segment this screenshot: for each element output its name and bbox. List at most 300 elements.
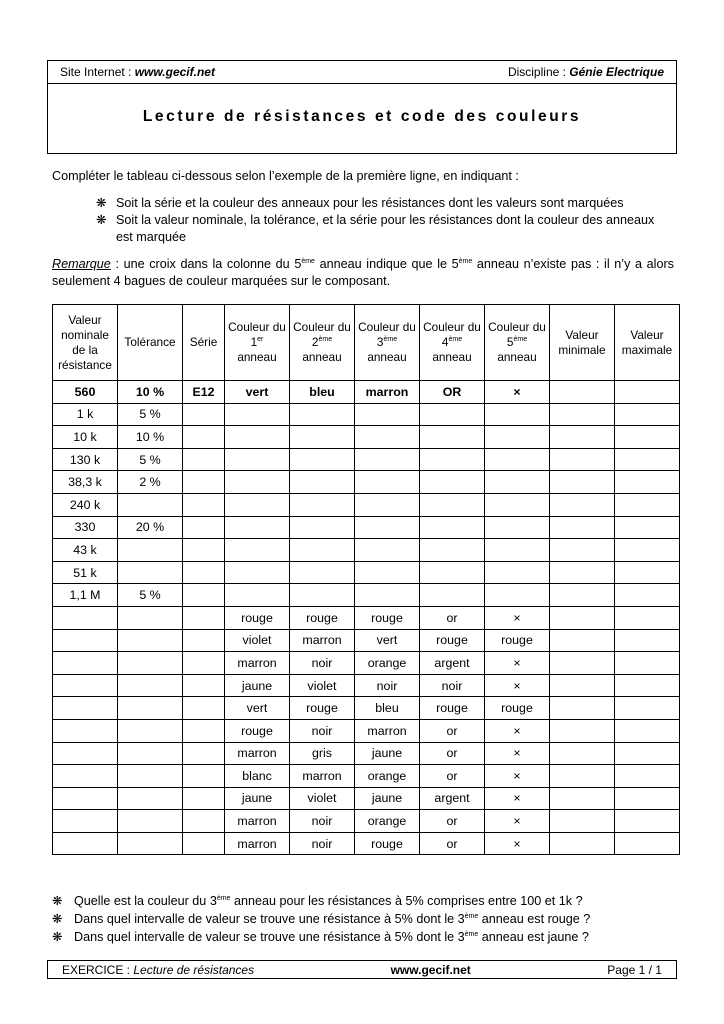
- table-cell: [550, 787, 615, 810]
- bullet-star-icon: ❋: [96, 196, 107, 210]
- cell-value: 240 k: [69, 497, 101, 512]
- question-item: [52, 928, 692, 946]
- table-cell: 2 %: [118, 471, 183, 494]
- table-cell: jaune: [225, 787, 290, 810]
- table-cell: [615, 697, 680, 720]
- table-cell: [118, 765, 183, 788]
- table-cell: rouge: [485, 629, 550, 652]
- table-cell: noir: [290, 810, 355, 833]
- table-cell: [615, 381, 680, 404]
- table-cell: [290, 584, 355, 607]
- table-cell: ×: [485, 674, 550, 697]
- table-cell: [420, 539, 485, 562]
- table-cell: [225, 426, 290, 449]
- table-cell: [615, 719, 680, 742]
- table-cell: [183, 832, 225, 855]
- table-cell: [550, 426, 615, 449]
- exercise-info: [62, 963, 254, 977]
- table-cell: [53, 810, 118, 833]
- table-row: [53, 516, 680, 539]
- table-row: [53, 448, 680, 471]
- table-cell: [183, 810, 225, 833]
- table-cell: [485, 426, 550, 449]
- table-cell: [53, 832, 118, 855]
- table-cell: marron: [225, 810, 290, 833]
- column-header: Couleur du 2ème anneau: [290, 305, 355, 381]
- discipline-name: Génie Electrique: [569, 65, 664, 79]
- table-cell: or: [420, 719, 485, 742]
- table-cell: [615, 426, 680, 449]
- table-cell: [615, 652, 680, 675]
- table-cell: blanc: [225, 765, 290, 788]
- table-cell: 20 %: [118, 516, 183, 539]
- exercise-name: Lecture de résistances: [133, 962, 255, 977]
- table-cell: [615, 765, 680, 788]
- question-list: [52, 892, 692, 946]
- table-cell: [183, 448, 225, 471]
- table-cell: [355, 426, 420, 449]
- table-cell: ×: [485, 381, 550, 404]
- table-row: [53, 697, 680, 720]
- table-cell: [550, 719, 615, 742]
- instruction-item: [96, 212, 674, 246]
- table-row: [53, 832, 680, 855]
- table-cell: [118, 697, 183, 720]
- table-cell: [615, 448, 680, 471]
- table-cell: [118, 629, 183, 652]
- header-sup: ème: [383, 336, 398, 344]
- table-cell: [118, 652, 183, 675]
- table-cell: marron: [355, 719, 420, 742]
- table-cell: [290, 471, 355, 494]
- table-cell: [53, 493, 118, 516]
- table-cell: [118, 719, 183, 742]
- table-cell: vert: [355, 629, 420, 652]
- table-cell: or: [420, 765, 485, 788]
- table-cell: or: [420, 832, 485, 855]
- exercise-label: EXERCICE :: [62, 962, 134, 977]
- table-cell: [550, 584, 615, 607]
- table-cell: [183, 403, 225, 426]
- table-cell: argent: [420, 787, 485, 810]
- table-cell: [355, 493, 420, 516]
- table-row: [53, 810, 680, 833]
- table-cell: [53, 448, 118, 471]
- column-header: Tolérance: [118, 305, 183, 381]
- table-cell: orange: [355, 652, 420, 675]
- table-cell: [615, 832, 680, 855]
- cell-value: 38,3 k: [68, 475, 102, 490]
- table-cell: [225, 471, 290, 494]
- table-cell: rouge: [420, 697, 485, 720]
- table-cell: [355, 448, 420, 471]
- table-cell: ×: [485, 810, 550, 833]
- table-cell: [420, 426, 485, 449]
- table-row: [53, 674, 680, 697]
- bullet-star-icon: ❋: [96, 213, 107, 227]
- table-cell: [53, 403, 118, 426]
- table-cell: [183, 493, 225, 516]
- footer-url: www.gecif.net: [390, 962, 471, 977]
- header-sup: ème: [513, 336, 528, 344]
- intro-text: Compléter le tableau ci-dessous selon l’exemple de la première ligne, en indiquant :: [52, 169, 519, 183]
- table-cell: [183, 629, 225, 652]
- table-cell: [118, 787, 183, 810]
- table-row: [53, 629, 680, 652]
- table-row: [53, 426, 680, 449]
- table-cell: [53, 697, 118, 720]
- table-cell: [550, 403, 615, 426]
- table-cell: [485, 516, 550, 539]
- table-cell: gris: [290, 742, 355, 765]
- table-row: [53, 561, 680, 584]
- page-header: [47, 60, 677, 154]
- table-cell: [355, 471, 420, 494]
- table-cell: [355, 403, 420, 426]
- table-cell: marron: [290, 765, 355, 788]
- instruction-text: Soit la valeur nominale, la tolérance, et la série pour les résistances dont la couleur des anneaux est marquée: [116, 213, 655, 244]
- table-cell: bleu: [290, 381, 355, 404]
- table-cell: [290, 516, 355, 539]
- cell-value: 560: [74, 384, 96, 399]
- question-item: [52, 892, 692, 910]
- table-cell: [615, 471, 680, 494]
- table-cell: [183, 471, 225, 494]
- table-cell: [225, 448, 290, 471]
- table-cell: rouge: [420, 629, 485, 652]
- table-cell: [615, 629, 680, 652]
- table-cell: ×: [485, 606, 550, 629]
- remark-paragraph: [52, 256, 674, 290]
- table-cell: [615, 742, 680, 765]
- table-cell: [53, 652, 118, 675]
- table-cell: [355, 516, 420, 539]
- remark-sup: ème: [458, 257, 473, 265]
- table-cell: [420, 561, 485, 584]
- table-row: [53, 471, 680, 494]
- table-row: [53, 403, 680, 426]
- table-cell: [53, 606, 118, 629]
- site-info: [60, 65, 215, 79]
- discipline-info: [508, 65, 664, 79]
- table-cell: marron: [225, 832, 290, 855]
- cell-value: 10 k: [73, 429, 97, 444]
- table-cell: ×: [485, 765, 550, 788]
- table-cell: rouge: [355, 832, 420, 855]
- table-cell: [615, 403, 680, 426]
- table-cell: [53, 742, 118, 765]
- cell-value: 1 k: [76, 407, 94, 422]
- table-row: [53, 584, 680, 607]
- question-item: [52, 910, 692, 928]
- table-cell: [615, 584, 680, 607]
- column-header: Couleur du 5ème anneau: [485, 305, 550, 381]
- table-cell: marron: [355, 381, 420, 404]
- table-cell: [118, 493, 183, 516]
- table-cell: jaune: [355, 742, 420, 765]
- table-cell: [615, 787, 680, 810]
- table-cell: OR: [420, 381, 485, 404]
- table-cell: [420, 584, 485, 607]
- table-cell: [550, 606, 615, 629]
- table-cell: [485, 539, 550, 562]
- cell-value: 43 k: [73, 542, 97, 557]
- table-cell: vert: [225, 697, 290, 720]
- table-cell: [183, 742, 225, 765]
- table-body: [53, 381, 680, 855]
- table-cell: rouge: [225, 606, 290, 629]
- table-cell: [485, 561, 550, 584]
- table-cell: ×: [485, 652, 550, 675]
- page-number: Page 1 / 1: [607, 962, 662, 977]
- table-cell: noir: [355, 674, 420, 697]
- table-cell: [485, 584, 550, 607]
- table-cell: orange: [355, 810, 420, 833]
- discipline-label: Discipline :: [507, 65, 570, 79]
- resistance-table: [52, 304, 680, 855]
- table-cell: noir: [290, 719, 355, 742]
- table-cell: jaune: [225, 674, 290, 697]
- question-text: Quelle est la couleur du 3ème anneau pour les résistances à 5% comprises entre 100 et 1k ?: [74, 894, 583, 908]
- table-cell: [615, 516, 680, 539]
- table-cell: [420, 403, 485, 426]
- table-row: [53, 742, 680, 765]
- header-info-bar: [48, 61, 676, 84]
- cell-value: 130 k: [69, 452, 101, 467]
- table-cell: [183, 787, 225, 810]
- table-cell: [183, 697, 225, 720]
- table-cell: [290, 426, 355, 449]
- table-cell: [550, 674, 615, 697]
- table-cell: E12: [183, 381, 225, 404]
- table-cell: [485, 493, 550, 516]
- table-cell: ×: [485, 742, 550, 765]
- table-cell: rouge: [225, 719, 290, 742]
- table-cell: [550, 742, 615, 765]
- table-cell: [550, 539, 615, 562]
- table-cell: [225, 493, 290, 516]
- remark-text: anneau indique que le 5: [314, 257, 459, 271]
- header-sup: er: [257, 336, 264, 344]
- table-cell: [53, 381, 118, 404]
- table-cell: rouge: [485, 697, 550, 720]
- table-cell: [225, 584, 290, 607]
- table-cell: [225, 561, 290, 584]
- remark-text: anneau n’existe pas : il n’y a alors seulement 4 bagues de couleur marquées sur le composant.: [52, 257, 674, 288]
- cell-value: 1,1 M: [69, 588, 101, 603]
- table-cell: [550, 652, 615, 675]
- table-cell: jaune: [355, 787, 420, 810]
- table-cell: 10 %: [118, 426, 183, 449]
- bullet-star-icon: ❋: [52, 894, 63, 908]
- table-cell: [420, 516, 485, 539]
- table-row: [53, 719, 680, 742]
- table-cell: [118, 742, 183, 765]
- site-label: Site Internet :: [60, 65, 135, 79]
- table-cell: [550, 765, 615, 788]
- table-cell: or: [420, 742, 485, 765]
- table-cell: [550, 448, 615, 471]
- table-cell: [53, 719, 118, 742]
- table-cell: violet: [290, 787, 355, 810]
- table-cell: marron: [225, 742, 290, 765]
- table-cell: [53, 539, 118, 562]
- question-sup: ème: [464, 930, 479, 938]
- header-sup: ème: [318, 336, 333, 344]
- table-cell: [118, 606, 183, 629]
- column-header: Valeur minimale: [550, 305, 615, 381]
- table-cell: [550, 810, 615, 833]
- table-row: [53, 787, 680, 810]
- table-cell: 5 %: [118, 584, 183, 607]
- table-cell: [615, 674, 680, 697]
- table-cell: [183, 765, 225, 788]
- question-text: Dans quel intervalle de valeur se trouve une résistance à 5% dont le 3ème anneau est rouge ?: [74, 912, 591, 926]
- table-cell: [118, 539, 183, 562]
- table-cell: 10 %: [118, 381, 183, 404]
- table-cell: [53, 561, 118, 584]
- instruction-item: [96, 195, 674, 212]
- table-cell: [53, 471, 118, 494]
- page-title: Lecture de résistances et code des couleurs: [142, 108, 582, 125]
- table-cell: [355, 539, 420, 562]
- table-header-row: [53, 305, 680, 381]
- table-cell: [183, 561, 225, 584]
- table-row: [53, 765, 680, 788]
- table-cell: [183, 539, 225, 562]
- cell-value: 51 k: [73, 565, 97, 580]
- column-header: Couleur du 3ème anneau: [355, 305, 420, 381]
- table-cell: orange: [355, 765, 420, 788]
- table-cell: 5 %: [118, 403, 183, 426]
- table-cell: [183, 426, 225, 449]
- bullet-star-icon: ❋: [52, 930, 63, 944]
- table-cell: [355, 584, 420, 607]
- table-cell: [118, 832, 183, 855]
- table-cell: [485, 448, 550, 471]
- instruction-list: [96, 195, 674, 246]
- column-header: Couleur du 4ème anneau: [420, 305, 485, 381]
- table-cell: rouge: [355, 606, 420, 629]
- table-cell: [550, 471, 615, 494]
- table-cell: [183, 719, 225, 742]
- table-cell: marron: [290, 629, 355, 652]
- table-cell: [290, 448, 355, 471]
- table-row: [53, 652, 680, 675]
- table-cell: noir: [290, 832, 355, 855]
- question-text: Dans quel intervalle de valeur se trouve une résistance à 5% dont le 3ème anneau est jaune ?: [74, 930, 589, 944]
- table-cell: [615, 810, 680, 833]
- table-cell: [225, 516, 290, 539]
- table-cell: [53, 765, 118, 788]
- table-cell: [550, 493, 615, 516]
- table-cell: [420, 493, 485, 516]
- table-cell: or: [420, 606, 485, 629]
- table-cell: [53, 629, 118, 652]
- question-sup: ème: [464, 912, 479, 920]
- table-cell: [53, 426, 118, 449]
- table-cell: ×: [485, 787, 550, 810]
- table-cell: [183, 652, 225, 675]
- table-cell: [615, 561, 680, 584]
- table-cell: [290, 493, 355, 516]
- table-cell: [53, 787, 118, 810]
- table-cell: [485, 471, 550, 494]
- table-cell: [118, 561, 183, 584]
- table-cell: or: [420, 810, 485, 833]
- table-cell: [615, 539, 680, 562]
- table-row: [53, 493, 680, 516]
- remark-text: : une croix dans la colonne du 5: [110, 257, 302, 271]
- table-cell: [183, 516, 225, 539]
- table-cell: [290, 561, 355, 584]
- column-header: Couleur du 1er anneau: [225, 305, 290, 381]
- table-cell: [290, 403, 355, 426]
- table-cell: [53, 674, 118, 697]
- table-row: [53, 539, 680, 562]
- site-url: www.gecif.net: [134, 65, 215, 79]
- table-cell: 5 %: [118, 448, 183, 471]
- table-cell: [183, 584, 225, 607]
- table-cell: [550, 697, 615, 720]
- table-cell: vert: [225, 381, 290, 404]
- table-cell: [615, 606, 680, 629]
- table-cell: [615, 493, 680, 516]
- table-cell: [118, 674, 183, 697]
- table-cell: [118, 810, 183, 833]
- table-cell: [420, 448, 485, 471]
- bullet-star-icon: ❋: [52, 912, 63, 926]
- table-cell: [225, 539, 290, 562]
- table-cell: [550, 629, 615, 652]
- page-footer: [47, 960, 677, 979]
- table-cell: bleu: [355, 697, 420, 720]
- table-cell: noir: [420, 674, 485, 697]
- instruction-text: Soit la série et la couleur des anneaux pour les résistances dont les valeurs sont marquées: [116, 196, 624, 210]
- table-cell: [53, 516, 118, 539]
- table-cell: [550, 381, 615, 404]
- cell-value: 330: [74, 520, 96, 535]
- question-sup: ème: [216, 894, 231, 902]
- table-cell: [355, 561, 420, 584]
- header-sup: ème: [448, 336, 463, 344]
- table-cell: noir: [290, 652, 355, 675]
- table-cell: argent: [420, 652, 485, 675]
- table-cell: [53, 584, 118, 607]
- table-row: [53, 381, 680, 404]
- table-cell: ×: [485, 719, 550, 742]
- table-cell: [290, 539, 355, 562]
- remark-sup: ème: [301, 257, 315, 265]
- table-cell: rouge: [290, 606, 355, 629]
- table-cell: violet: [290, 674, 355, 697]
- table-cell: [420, 471, 485, 494]
- table-cell: [550, 832, 615, 855]
- column-header: Valeur nominale de la résistance: [53, 305, 118, 381]
- table-cell: marron: [225, 652, 290, 675]
- table-cell: violet: [225, 629, 290, 652]
- table-cell: rouge: [290, 697, 355, 720]
- table-cell: ×: [485, 832, 550, 855]
- column-header: Série: [183, 305, 225, 381]
- table-cell: [183, 606, 225, 629]
- table-cell: [485, 403, 550, 426]
- table-cell: [550, 561, 615, 584]
- table-row: [53, 606, 680, 629]
- table-cell: [550, 516, 615, 539]
- remark-label: Remarque: [52, 257, 111, 271]
- table-cell: [225, 403, 290, 426]
